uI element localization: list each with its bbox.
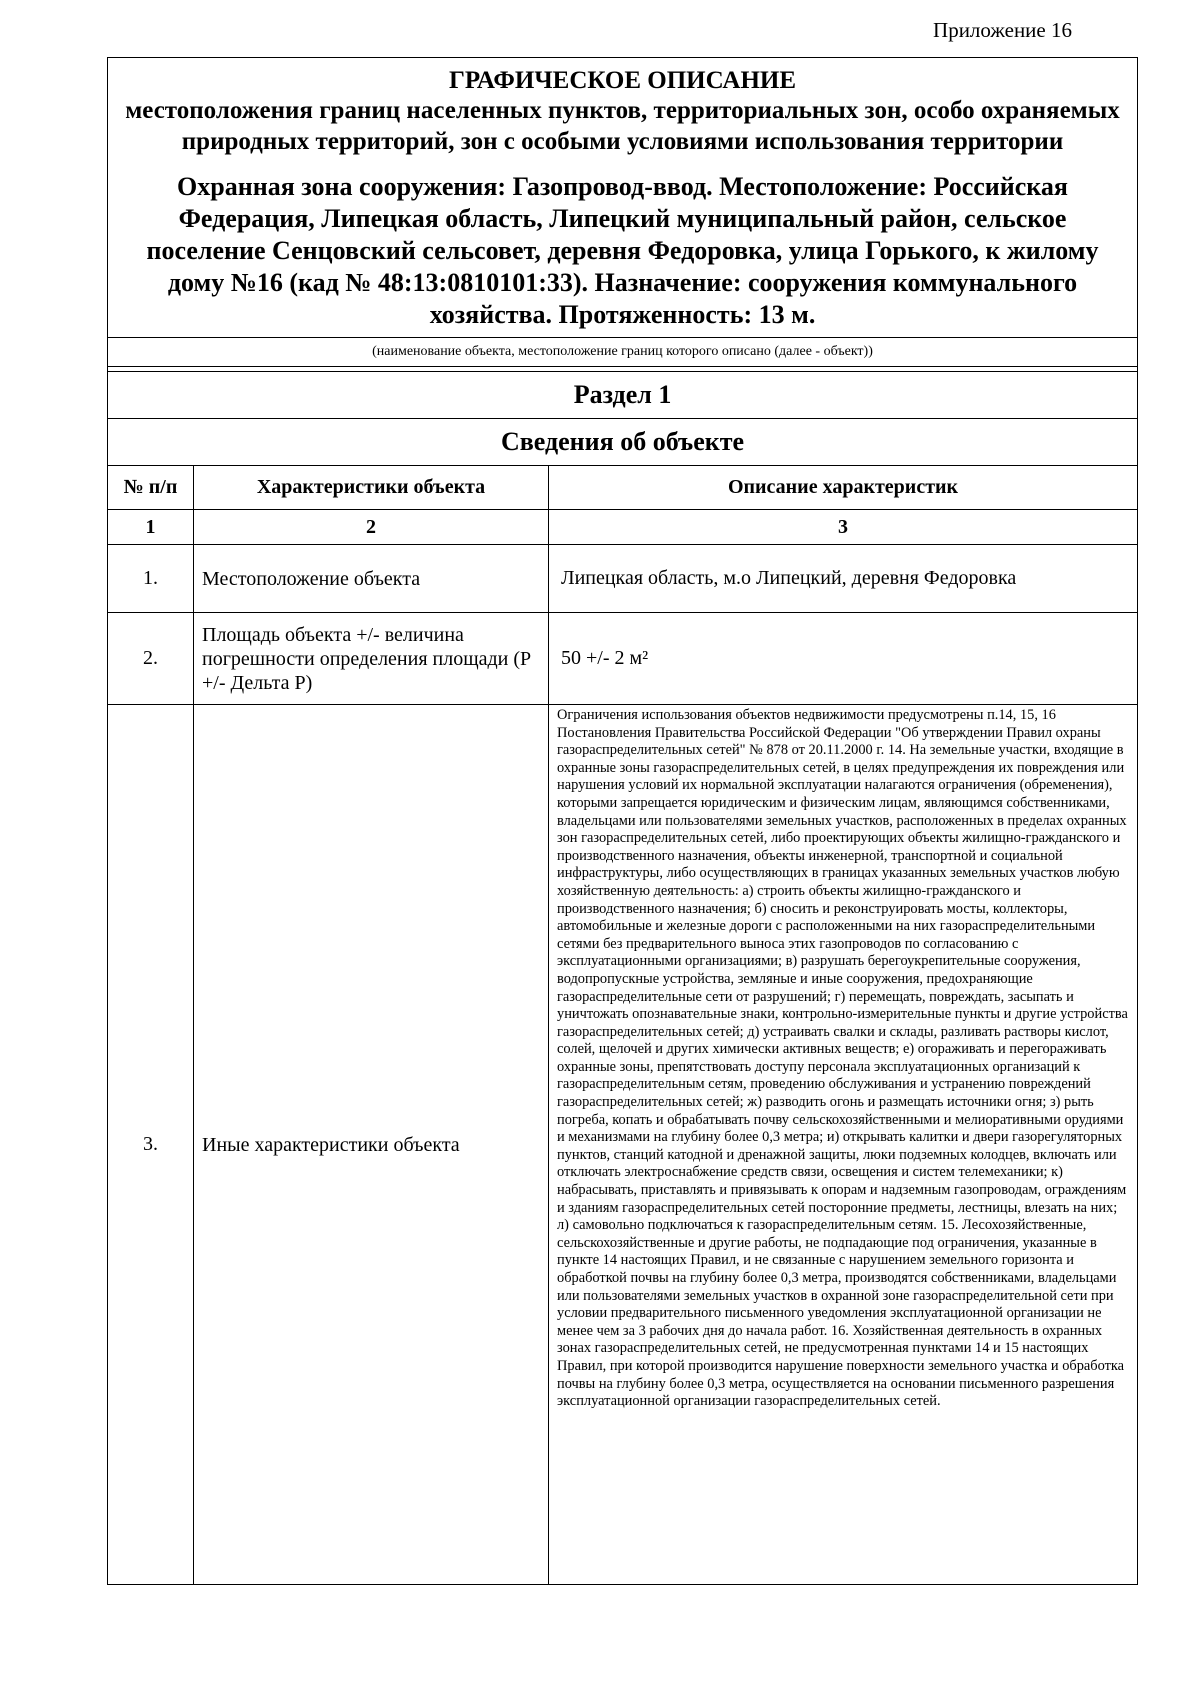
column-header: Описание характеристик [549, 466, 1138, 510]
table-row [108, 705, 1138, 1585]
row-characteristic: Иные характеристики объекта [194, 705, 549, 1585]
section-title-row [108, 419, 1138, 466]
column-number-row [108, 510, 1138, 545]
row-description: 50 +/- 2 м² [549, 613, 1138, 705]
section-label-row [108, 372, 1138, 419]
table-row [108, 545, 1138, 613]
document-title: ГРАФИЧЕСКОЕ ОПИСАНИЕ [448, 67, 797, 94]
header-cell [108, 58, 1138, 338]
object-name: Охранная зона сооружения: Газопровод-ввод. Местоположение: Российская Федерация, Липецкая область, Липецкий муниципальный район, сельское поселение Сенцовский сельсовет, деревня Федоровка, улица Горького, к жилому дому №16 (кад № 48:13:0810101:33). Назначение: сооружения коммунального хозяйства. Протяженность: 13 м. [146, 172, 1099, 329]
column-number: 3 [549, 510, 1138, 545]
row-number: 1. [108, 545, 194, 613]
table-row [108, 613, 1138, 705]
row-characteristic: Местоположение объекта [194, 545, 549, 613]
section-label: Раздел 1 [108, 372, 1138, 419]
document-subtitle: местоположения границ населенных пунктов, территориальных зон, особо охраняемых природных территорий, зон с особыми условиями использования территории [125, 97, 1120, 155]
appendix-label: Приложение 16 [933, 18, 1072, 42]
caption-row [108, 338, 1138, 367]
column-header: № п/п [108, 466, 194, 510]
column-number: 1 [108, 510, 194, 545]
row-description: Липецкая область, м.о Липецкий, деревня Федоровка [549, 545, 1138, 613]
section-title: Сведения об объекте [108, 419, 1138, 466]
row-number: 3. [108, 705, 194, 1585]
row-characteristic: Площадь объекта +/- величина погрешности определения площади (Р +/- Дельта Р) [194, 613, 549, 705]
row-number: 2. [108, 613, 194, 705]
object-caption: (наименование объекта, местоположение границ которого описано (далее - объект)) [108, 338, 1138, 367]
row-description-long: Ограничения использования объектов недвижимости предусмотрены п.14, 15, 16 Постановления Правительства Российской Федерации "Об утверждении Правил охраны газораспределительных сетей" № 878 от 20.11.2000 г. 14. На земельные участки, входящие в охранные зоны газораспределительных сетей, в целях предупреждения их повреждения или нарушения условий их нормальной эксплуатации налагаются ограничения (обременения), которыми запрещается юридическим и физическим лицам, являющимся собственниками, владельцами или пользователями земельных участков, расположенных в пределах охранных зон газораспределительных сетей, либо проектирующих объекты жилищно-гражданского и производственного назначения, объекты инженерной, транспортной и социальной инфраструктуры, либо осуществляющих в границах указанных земельных участков любую хозяйственную деятельность: а) строить объекты жилищно-гражданского и производственного назначения; б) сносить и реконструировать мосты, коллекторы, автомобильные и железные дороги с расположенными на них газораспределительными сетями без предварительного выноса этих газопроводов по согласованию с эксплуатационными организациями; в) разрушать берегоукрепительные сооружения, водопропускные устройства, земляные и иные сооружения, предохраняющие газораспределительные сети от разрушений; г) перемещать, повреждать, засыпать и уничтожать опознавательные знаки, контрольно-измерительные пункты и другие устройства газораспределительных сетей; д) устраивать свалки и склады, разливать растворы кислот, солей, щелочей и других химически активных веществ; е) огораживать и перегораживать охранные зоны, препятствовать доступу персонала эксплуатационных организаций к газораспределительным сетям, проведению обслуживания и устранению повреждений газораспределительных сетей; ж) разводить огонь и размещать источники огня; з) рыть погреба, копать и обрабатывать почву сельскохозяйственными и мелиоративными орудиями и механизмами на глубину более 0,3 метра; и) открывать калитки и двери газорегуляторных пунктов, станций катодной и дренажной защиты, люки подземных колодцев, включать или отключать электроснабжение средств связи, освещения и систем телемеханики; к) набрасывать, приставлять и привязывать к опорам и надземным газопроводам, ограждениям и зданиям газораспределительных сетей посторонние предметы, лестницы, влезать на них; л) самовольно подключаться к газораспределительным сетям. 15. Лесохозяйственные, сельскохозяйственные и другие работы, не подпадающие под ограничения, указанные в пункте 14 настоящих Правил, и не связанные с нарушением земельного горизонта и обработкой почвы на глубину более 0,3 метра, производятся собственниками, владельцами или пользователями земельных участков в охранной зоне газораспределительной сети при условии предварительного письменного уведомления эксплуатационной организации не менее чем за 3 рабочих дня до начала работ. 16. Хозяйственная деятельность в охранных зонах газораспределительных сетей, не предусмотренная пунктами 14 и 15 настоящих Правил, при которой производится нарушение поверхности земельного участка и обработка почвы на глубину более 0,3 метра, осуществляется на основании письменного разрешения эксплуатационной организации газораспределительных сетей. [549, 705, 1138, 1585]
document-table [107, 57, 1138, 1585]
column-header: Характеристики объекта [194, 466, 549, 510]
header-row [108, 58, 1138, 338]
table-header-row [108, 466, 1138, 510]
column-number: 2 [194, 510, 549, 545]
